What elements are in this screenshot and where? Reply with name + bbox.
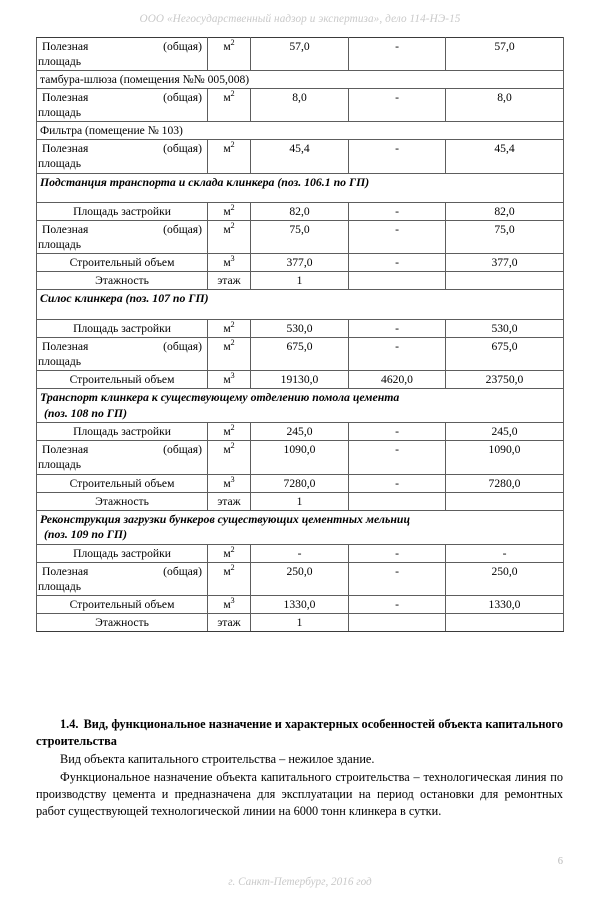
parameter-name-part-b: (общая) [163,340,202,353]
cell-value-additional: - [349,38,446,71]
unit-exponent: 2 [230,140,235,150]
cell-unit: $м^3$ [208,595,251,613]
unit-exponent: 2 [230,441,235,451]
cell-value-total: - [446,544,564,562]
cell-unit: $м^2$ [208,562,251,595]
cell-parameter-name [37,423,208,441]
cell-value-total: 245,0 [446,423,564,441]
cell-unit: $м^2$ [208,140,251,173]
cell-value-additional [349,492,446,510]
parameter-name-line1: Этажность [95,494,149,508]
cell-value-project: 1090,0 [251,441,349,474]
table-row [37,544,564,562]
page-number: 6 [557,856,563,867]
cell-value-additional [349,272,446,290]
cell-value-additional [349,614,446,632]
cell-value-total: 1090,0 [446,441,564,474]
parameter-name-line1 [40,442,204,457]
parameter-name-continuation: площадь [38,55,82,69]
parameter-name-line1 [40,90,204,105]
unit-exponent: 2 [230,320,235,330]
cell-value-additional: - [349,423,446,441]
parameter-name-continuation: площадь [38,458,82,472]
parameter-name-line1 [40,222,204,237]
cell-unit: $м^2$ [208,221,251,254]
parameter-name-part-a: Полезная [42,340,89,353]
parameter-name-continuation: площадь [38,157,82,171]
parameter-name-line1 [40,39,204,54]
table-row [37,221,564,254]
parameter-name-line1: Площадь застройки [73,425,171,439]
parameter-name-line1: Площадь застройки [73,546,171,560]
cell-value-project: 250,0 [251,562,349,595]
unit-exponent: 2 [230,221,235,231]
cell-parameter-name [37,562,208,595]
specification-table-body [37,38,564,632]
cell-value-total: 530,0 [446,319,564,337]
table-section-row [37,510,564,544]
table-section-row [37,389,564,423]
section-1-4-number: 1.4. [60,717,79,731]
parameter-name-part-b: (общая) [163,40,202,53]
section-1-4-block [36,716,563,820]
unit-exponent: 2 [230,89,235,99]
section-title-line2: (поз. 108 по ГП) [44,405,128,420]
cell-unit: $м^3$ [208,254,251,272]
cell-value-total: 8,0 [446,89,564,122]
unit-exponent: 3 [230,371,235,381]
table-row [37,272,564,290]
section-1-4-title: Вид, функциональное назначение и характерных особенностей объекта капитального строительства [36,717,563,748]
parameter-name-part-a: Полезная [42,91,89,105]
parameter-name-part-b: (общая) [163,223,202,237]
table-row [37,203,564,221]
cell-value-additional: - [349,474,446,492]
subcaption-text: Фильтра (помещение № 103) [37,122,564,140]
cell-parameter-name [37,614,208,632]
cell-unit: этаж [208,492,251,510]
cell-value-project: 57,0 [251,38,349,71]
cell-unit: $м^2$ [208,89,251,122]
cell-unit: этаж [208,614,251,632]
cell-value-additional: - [349,562,446,595]
cell-value-additional: - [349,221,446,254]
parameter-name-continuation: площадь [38,106,82,120]
section-title [37,173,564,203]
parameter-name-part-a: Полезная [42,443,89,457]
unit-exponent: 2 [230,544,235,554]
cell-parameter-name [37,371,208,389]
table-row [37,614,564,632]
table-section-row [37,173,564,203]
cell-value-project: - [251,544,349,562]
parameter-name-part-a: Полезная [42,40,89,53]
running-header: ООО «Негосударственный надзор и экспертиза», дело 114-НЭ-15 [139,13,461,25]
parameter-name-part-a: Полезная [42,564,89,578]
cell-value-project: 45,4 [251,140,349,173]
cell-unit: $м^2$ [208,338,251,371]
parameter-name-part-b: (общая) [163,443,202,457]
cell-value-project: 675,0 [251,338,349,371]
cell-value-total: 250,0 [446,562,564,595]
cell-value-additional: - [349,544,446,562]
table-subcaption-row [37,122,564,140]
table-row [37,371,564,389]
cell-value-project: 1330,0 [251,595,349,613]
table-row [37,595,564,613]
parameter-name-part-b: (общая) [163,142,202,156]
parameter-name-line1: Площадь застройки [73,321,171,335]
cell-unit: $м^2$ [208,203,251,221]
parameter-name-line1: Площадь застройки [73,205,171,219]
cell-value-additional: - [349,140,446,173]
cell-unit: $м^2$ [208,441,251,474]
cell-value-total: 7280,0 [446,474,564,492]
parameter-name-continuation: площадь [38,238,82,252]
cell-value-additional: - [349,203,446,221]
cell-parameter-name [37,221,208,254]
unit-exponent: 2 [230,562,235,572]
section-title-line1: Подстанция транспорта и склада клинкера (поз. 106.1 по ГП) [40,174,370,189]
table-row [37,492,564,510]
specification-table-wrapper [36,37,563,632]
table-row [37,474,564,492]
section-title-line1: Силос клинкера (поз. 107 по ГП) [40,291,209,306]
cell-value-total: 45,4 [446,140,564,173]
parameter-name-part-b: (общая) [163,91,202,105]
cell-value-total: 1330,0 [446,595,564,613]
cell-value-total: 377,0 [446,254,564,272]
section-title [37,290,564,320]
parameter-name-line1: Строительный объем [69,373,175,387]
cell-value-project: 245,0 [251,423,349,441]
parameter-name-part-b: (общая) [163,564,202,578]
cell-parameter-name [37,254,208,272]
specification-table [36,37,564,632]
cell-unit: $м^3$ [208,371,251,389]
parameter-name-line1 [40,141,204,156]
cell-value-additional: - [349,254,446,272]
cell-value-additional: 4620,0 [349,371,446,389]
cell-value-additional: - [349,319,446,337]
running-footer: г. Санкт-Петербург, 2016 год [228,876,372,888]
cell-value-project: 82,0 [251,203,349,221]
cell-unit: $м^2$ [208,544,251,562]
section-title-line2: (поз. 109 по ГП) [44,527,128,542]
cell-value-project: 7280,0 [251,474,349,492]
section-title-line1: Реконструкция загрузки бункеров существующих цементных мельниц [40,511,411,526]
unit-exponent: 2 [230,338,235,348]
cell-value-total: 23750,0 [446,371,564,389]
cell-parameter-name [37,203,208,221]
cell-value-project: 19130,0 [251,371,349,389]
table-row [37,38,564,71]
cell-value-project: 1 [251,272,349,290]
table-row [37,319,564,337]
parameter-name-line1: Строительный объем [69,597,175,611]
parameter-name-line1 [40,339,204,354]
paragraph-building-type: Вид объекта капитального строительства – нежилое здание. [60,751,375,766]
cell-unit: этаж [208,272,251,290]
cell-parameter-name [37,492,208,510]
cell-parameter-name [37,140,208,173]
cell-parameter-name [37,89,208,122]
unit-exponent: 3 [230,474,235,484]
parameter-name-part-a: Полезная [42,223,89,237]
cell-unit: $м^2$ [208,38,251,71]
parameter-name-line1 [40,564,204,579]
cell-value-project: 530,0 [251,319,349,337]
table-row [37,89,564,122]
section-title [37,389,564,423]
table-row [37,423,564,441]
cell-parameter-name [37,544,208,562]
unit-exponent: 3 [230,596,235,606]
cell-parameter-name [37,272,208,290]
cell-value-additional: - [349,441,446,474]
table-row [37,338,564,371]
cell-parameter-name [37,474,208,492]
cell-value-total: 82,0 [446,203,564,221]
table-row [37,562,564,595]
section-title [37,510,564,544]
subcaption-text: тамбура-шлюза (помещения №№ 005,008) [37,71,564,89]
cell-unit: $м^2$ [208,423,251,441]
cell-value-project: 1 [251,614,349,632]
cell-value-total [446,614,564,632]
parameter-name-line1: Этажность [95,274,149,288]
cell-value-project: 8,0 [251,89,349,122]
cell-unit: $м^2$ [208,319,251,337]
cell-value-project: 377,0 [251,254,349,272]
cell-parameter-name [37,441,208,474]
table-row [37,140,564,173]
cell-value-total [446,272,564,290]
cell-value-additional: - [349,89,446,122]
parameter-name-line1: Строительный объем [69,256,175,270]
cell-parameter-name [37,595,208,613]
cell-value-project: 75,0 [251,221,349,254]
table-row [37,254,564,272]
parameter-name-part-a: Полезная [42,142,89,156]
table-section-row [37,290,564,320]
cell-parameter-name [37,38,208,71]
cell-value-additional: - [349,595,446,613]
cell-value-additional: - [349,338,446,371]
unit-exponent: 2 [230,38,235,48]
cell-parameter-name [37,338,208,371]
paragraph-functional-purpose: Функциональное назначение объекта капитального строительства – технологическая линия по производству цемента и предназначена для эксплуатации на период остановки для ремонтных работ существующей технологической линии на 6000 тонн клинкера в сутки. [36,769,563,818]
unit-exponent: 2 [230,203,235,213]
cell-value-total: 75,0 [446,221,564,254]
cell-value-total: 675,0 [446,338,564,371]
parameter-name-continuation: площадь [38,355,82,369]
table-subcaption-row [37,71,564,89]
unit-exponent: 3 [230,254,235,264]
cell-value-total: 57,0 [446,38,564,71]
parameter-name-line1: Строительный объем [69,476,175,490]
parameter-name-line1: Этажность [95,616,149,629]
cell-value-total [446,492,564,510]
section-title-line1: Транспорт клинкера к существующему отделению помола цемента [40,390,400,405]
section-1-4-heading [36,716,563,750]
unit-exponent: 2 [230,423,235,433]
table-row [37,441,564,474]
parameter-name-continuation: площадь [38,579,82,593]
cell-value-project: 1 [251,492,349,510]
cell-parameter-name [37,319,208,337]
cell-unit: $м^3$ [208,474,251,492]
